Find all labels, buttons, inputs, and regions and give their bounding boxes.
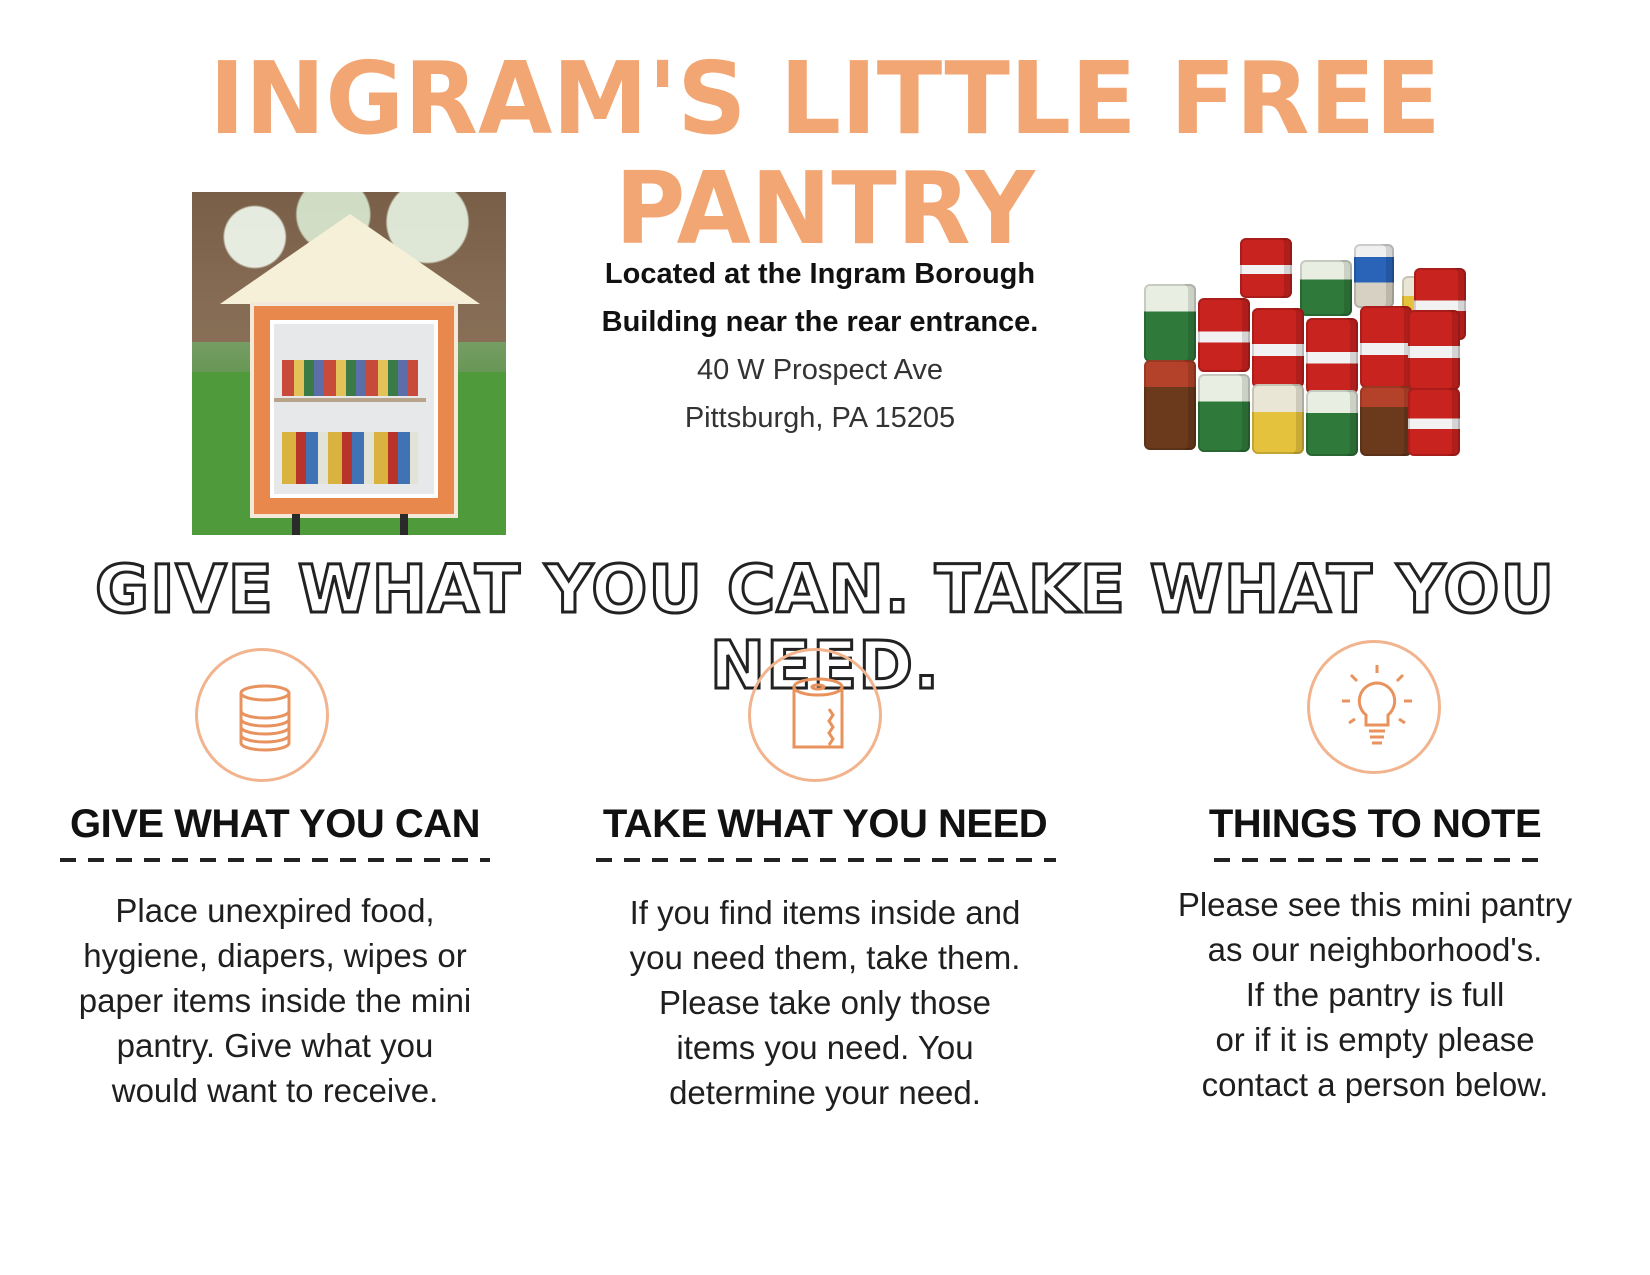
divider [60, 858, 490, 862]
give-heading: GIVE WHAT YOU CAN [69, 802, 481, 846]
can-icon [195, 648, 329, 782]
slogan: GIVE WHAT YOU CAN. TAKE WHAT YOU NEED. [94, 551, 1556, 704]
take-heading: TAKE WHAT YOU NEED [602, 802, 1048, 846]
note-text: Please see this mini pantry as our neighborhood's. If the pantry is full or if it is empty please contact a person below. [1177, 886, 1573, 1103]
divider [596, 858, 1056, 862]
pantry-photo [192, 192, 506, 535]
lightbulb-icon [1307, 640, 1441, 774]
note-heading: THINGS TO NOTE [1208, 802, 1542, 846]
street-address: 40 W Prospect Ave [696, 354, 944, 386]
divider [1214, 858, 1544, 862]
address-block [560, 250, 1080, 442]
city-state-zip: Pittsburgh, PA 15205 [684, 402, 956, 434]
page-title: INGRAM'S LITTLE FREE PANTRY [209, 40, 1441, 267]
address-line-1: Located at the Ingram Borough [604, 258, 1036, 290]
take-text: If you find items inside and you need them, take them. Please take only those items you need. You determine your need. [629, 894, 1021, 1111]
canned-food-photo [1140, 238, 1460, 468]
paper-towel-icon [748, 648, 882, 782]
address-line-2: Building near the rear entrance. [601, 306, 1039, 338]
give-text: Place unexpired food, hygiene, diapers, wipes or paper items inside the mini pantry. Give what you would want to receive. [78, 892, 472, 1109]
